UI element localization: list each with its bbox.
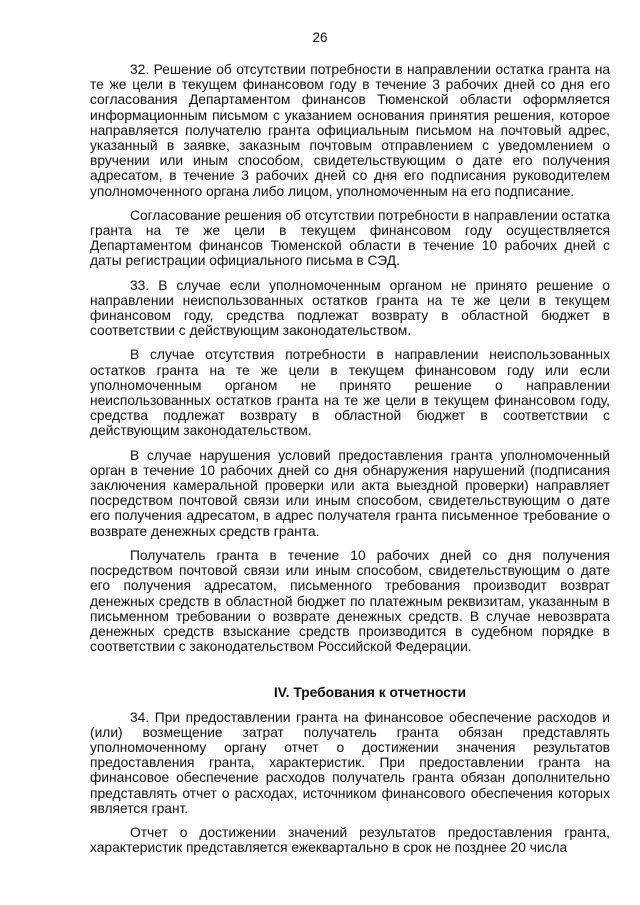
paragraph-33: 33. В случае если уполномоченным органом не принято решение о направлении неиспользованных остатков гранта на те же цели в текущем финансовом году, средства подлежат возврату в областной бюджет в соответствии с действующим законодательством. (90, 277, 610, 339)
paragraph-no-need: В случае отсутствия потребности в направлении неиспользованных остатков гранта на те же цели в текущем финансовом году или если уполномоченным органом не принято решение о направлении неиспользованных остатков гранта на те же цели в текущем финансовом году, средства подлежат возврату в областной бюджет в соответствии с действующим законодательством. (90, 347, 610, 439)
paragraph-32: 32. Решение об отсутствии потребности в направлении остатка гранта на те же цели в текущем финансовом году в течение 3 рабочих дней со дня его согласования Департаментом финансов Тюменской области оформляется информационным письмом с указанием основания принятия решения, которое направляется получателю гранта официальным письмом на почтовый адрес, указанный в заявке, заказным почтовым отправлением с уведомлением о вручении или иным способом, свидетельствующим о дате его получения адресатом, в течение 3 рабочих дней со дня его подписания руководителем уполномоченного органа либо лицом, уполномоченным на его подписание. (90, 62, 610, 199)
paragraph-34: 34. При предоставлении гранта на финансовое обеспечение расходов и (или) возмещение затрат получатель гранта обязан представлять уполномоченному органу отчет о достижении значения результатов предоставления гранта, характеристик. При предоставлении гранта на финансовое обеспечение расходов получатель гранта обязан дополнительно представлять отчет о расходах, источником финансового обеспечения которых является грант. (90, 709, 610, 816)
paragraph-approval: Согласование решения об отсутствии потребности в направлении остатка гранта на те же цели в текущем финансовом году осуществляется Департаментом финансов Тюменской области в течение 10 рабочих дней с даты регистрации официального письма в СЭД. (90, 207, 610, 269)
section-title: IV. Требования к отчетности (273, 685, 467, 701)
paragraph-violation: В случае нарушения условий предоставления гранта уполномоченный орган в течение 10 рабочих дней со дня обнаружения нарушений (подписания заключения камеральной проверки или акта выездной проверки) направляет посредством почтовой связи или иным способом, свидетельствующим о дате его получения адресатом, в адрес получателя гранта письменное требование о возврате денежных средств гранта. (90, 447, 610, 539)
paragraph-report: Отчет о достижении значений результатов предоставления гранта, характеристик представляется ежеквартально в срок не позднее 20 числа (90, 824, 610, 856)
document-body (90, 62, 610, 855)
page-number: 26 (312, 30, 328, 45)
paragraph-refund: Получатель гранта в течение 10 рабочих дней со дня получения посредством почтовой связи или иным способом, свидетельствующим о дате его получения адресатом, письменного требования производит возврат денежных средств в областной бюджет по платежным реквизитам, указанным в письменном требовании о возврате денежных средств. В случае невозврата денежных средств взыскание средств производится в судебном порядке в соответствии с законодательством Российской Федерации. (90, 547, 610, 655)
